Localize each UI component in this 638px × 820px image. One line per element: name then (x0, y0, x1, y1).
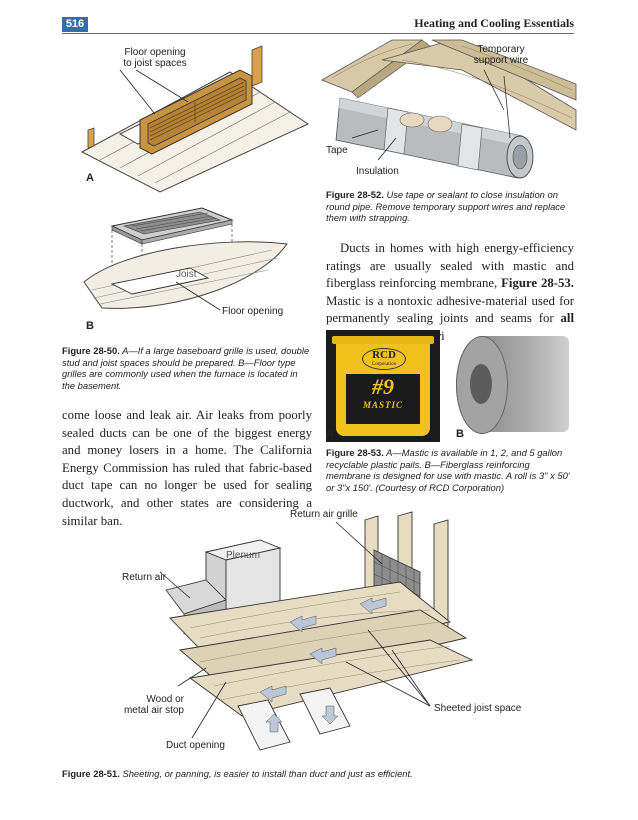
label-return-air: Return air (122, 572, 166, 583)
caption-fig-28-50-text: A—If a large baseboard grille is used, double stud and joist spaces should be prepared. B—Floor type grilles are commonly used when the furnace is located in the basement. (62, 345, 310, 391)
caption-fig-28-52 (326, 189, 574, 224)
caption-fig-28-50 (62, 345, 312, 391)
caption-fig-28-53-text: A—Mastic is available in 1, 2, and 5 gallon recyclable plastic pails. B—Fiberglass reinforcing membrane is designed for use with mastic. A roll is 3" x 50' or 3"x 150'. (Courtesy of RCD Corporation) (326, 447, 570, 493)
caption-fig-28-51-number: Figure 28-51. (62, 768, 120, 779)
body-paragraph-left: come loose and leak air. Air leaks from poorly sealed ducts can be one of the biggest energy and money losers in a home. The California Energy Commission has ruled that fabric-based duct tape can no longer be used for sealing ductwork, and other states are considering a similar ban. (62, 408, 312, 528)
caption-fig-28-51 (62, 768, 574, 780)
label-sheeted-joist-space: Sheeted joist space (434, 703, 522, 714)
label-plenum: Plenum (226, 550, 260, 561)
caption-fig-28-52-text: Use tape or sealant to close insulation on round pipe. Remove temporary support wires and replace them with strapping. (326, 189, 566, 224)
label-joist: Joist (176, 269, 197, 280)
photo-mastic-pail (326, 330, 440, 442)
pail-label (346, 374, 420, 424)
header-rule (62, 33, 574, 34)
caption-fig-28-53-number: Figure 28-53. (326, 447, 384, 458)
pail-number: #9 (372, 374, 394, 399)
caption-fig-28-50-number: Figure 28-50. (62, 345, 120, 356)
fig-28-50-letter-b: B (86, 320, 94, 332)
pail-logo (362, 348, 406, 370)
label-insulation: Insulation (356, 166, 399, 177)
body-paragraph-right-bold: all (560, 311, 574, 326)
label-tape: Tape (326, 145, 348, 156)
fig-28-50-letter-a: A (86, 172, 94, 184)
fig-28-53-letter-a: A (326, 428, 334, 440)
roll-core-front (470, 364, 492, 404)
fig-28-50b-illustration (82, 200, 292, 320)
body-paragraph-right-part2: Mastic is a nontoxic adhesive-material used for permanently sealing joints and seams for (326, 293, 574, 326)
fig-28-53-letter-b: B (456, 428, 464, 440)
figure-reference-28-53: Figure 28-53. (501, 276, 575, 291)
label-duct-opening: Duct opening (166, 740, 225, 751)
caption-fig-28-51-text: Sheeting, or panning, is easier to install than duct and just as efficient. (119, 768, 413, 779)
pail-rim (332, 336, 434, 344)
body-paragraph-right-part1: Ducts in homes with high energy-efficiency ratings are usually sealed with mastic and fiberglass reinforcing membrane, (326, 241, 574, 291)
caption-fig-28-53 (326, 447, 574, 493)
photo-fiberglass-roll (444, 330, 574, 442)
pail-product: MASTIC (362, 400, 403, 410)
label-floor-opening: Floor opening (222, 306, 284, 317)
pail-brand: RCD (372, 349, 396, 361)
label-wood-metal-air-stop: Wood or metal air stop (123, 694, 184, 716)
label-return-air-grille: Return air grille (290, 509, 358, 520)
caption-fig-28-52-number: Figure 28-52. (326, 189, 384, 200)
pail-brand-sub: Corporation (371, 362, 397, 367)
fig-28-51-illustration (150, 510, 480, 760)
page-number: 516 (62, 17, 88, 32)
label-floor-opening-joist: Floor opening to joist spaces (123, 47, 187, 69)
label-temporary-support-wire: Temporary support wire (473, 44, 529, 66)
running-title: Heating and Cooling Essentials (414, 16, 574, 30)
